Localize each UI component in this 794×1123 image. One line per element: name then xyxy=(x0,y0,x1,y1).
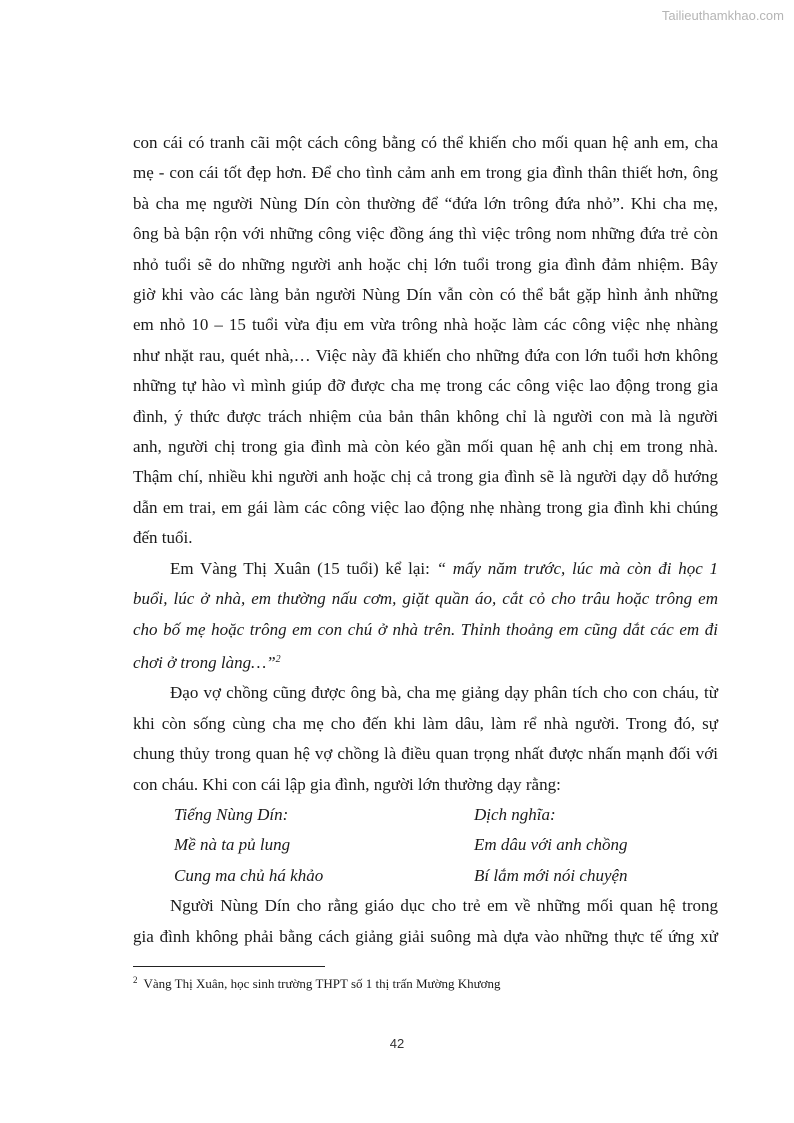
quote-line: cho bố mẹ hoặc trông em con chú ở nhà trên. Thỉnh thoảng em cũng dắt các em đi xyxy=(133,619,718,639)
text-line: con cái có tranh cãi một cách công bằng có thể khiến cho mối quan hệ anh em, cha xyxy=(133,133,718,152)
text-line: đến tuổi. xyxy=(133,528,193,548)
text-line: khi còn sống cùng cha mẹ cho đến khi làm dâu, làm rể nhà người. Trong đó, sự xyxy=(133,713,718,733)
footnote xyxy=(133,975,501,992)
quote-line xyxy=(133,645,718,678)
footnote-reference[interactable]: 2 xyxy=(275,653,281,665)
poem-row xyxy=(133,861,718,891)
poem-table xyxy=(133,800,718,891)
footnote-divider xyxy=(133,966,325,967)
paragraph-1 xyxy=(133,128,718,554)
poem-row xyxy=(133,830,718,860)
document-body xyxy=(133,128,718,952)
text-line: đình, ý thức được trách nhiệm của bản thân không chỉ là người con mà là người xyxy=(133,406,718,426)
text-line: em nhỏ 10 – 15 tuổi vừa địu em vừa trông nhà hoặc làm các công việc nhẹ nhàng xyxy=(133,315,718,335)
paragraph-2-quote xyxy=(133,554,718,679)
text-line: mẹ - con cái tốt đẹp hơn. Để cho tình cảm anh em trong gia đình thân thiết hơn, ông xyxy=(133,163,718,183)
text-line: chung thủy trong quan hệ vợ chồng là điều quan trọng nhất được nhấn mạnh đối với xyxy=(133,744,718,764)
text-line: Người Nùng Dín cho rằng giáo dục cho trẻ em về những mối quan hệ trong xyxy=(170,896,718,916)
poem-original: Mề nà ta pủ lung xyxy=(174,835,291,855)
text-line: anh, người chị trong gia đình mà còn kéo gần mối quan hệ anh chị em trong nhà. xyxy=(133,437,718,457)
poem-original: Tiếng Nùng Dín: xyxy=(174,804,289,824)
text-line xyxy=(133,554,718,584)
text-line: Thậm chí, nhiều khi người anh hoặc chị cả trong gia đình sẽ là người dạy dỗ hướng xyxy=(133,467,718,487)
poem-translation: Bí lắm mới nói chuyện xyxy=(474,865,628,885)
footnote-number: 2 xyxy=(133,975,138,985)
text-line: nhỏ tuổi sẽ do những người anh hoặc chị lớn tuổi trong gia đình đảm nhiệm. Bây xyxy=(133,254,718,274)
quote-text: “ mấy năm trước, lúc mà còn đi học 1 xyxy=(436,558,718,578)
page-number: 42 xyxy=(389,1036,405,1051)
footnote-text: Vàng Thị Xuân, học sinh trường THPT số 1 thị trấn Mường Khương xyxy=(143,976,501,991)
quote-lead: Em Vàng Thị Xuân (15 tuổi) kể lại: xyxy=(170,558,437,578)
poem-row xyxy=(133,800,718,830)
text-line: giờ khi vào các làng bản người Nùng Dín vẫn còn có thể bắt gặp hình ảnh những xyxy=(133,285,718,305)
text-line: con cháu. Khi con cái lập gia đình, người lớn thường dạy rằng: xyxy=(133,774,561,794)
poem-translation: Em dâu với anh chồng xyxy=(474,835,628,855)
text-line: Đạo vợ chồng cũng được ông bà, cha mẹ giảng dạy phân tích cho con cháu, từ xyxy=(170,683,718,703)
poem-translation: Dịch nghĩa: xyxy=(474,804,556,824)
quote-end: chơi ở trong làng…” xyxy=(133,652,276,672)
paragraph-3 xyxy=(133,678,718,800)
text-line: bà cha mẹ người Nùng Dín còn thường để “đứa lớn trông đứa nhỏ”. Khi cha mẹ, xyxy=(133,193,718,213)
text-line: gia đình không phải bằng cách giảng giải suông mà dựa vào những thực tế ứng xử xyxy=(133,926,718,946)
watermark: Tailieuthamkhao.com xyxy=(661,8,784,23)
text-line: ông bà bận rộn với những công việc đồng áng thì việc trông nom những đứa trẻ còn xyxy=(133,224,718,244)
paragraph-4 xyxy=(133,891,718,952)
text-line: những tự hào vì mình giúp đỡ được cha mẹ trong các công việc lao động trong gia xyxy=(133,376,718,396)
quote-line: buổi, lúc ở nhà, em thường nấu cơm, giặt quần áo, cắt cỏ cho trâu hoặc trông em xyxy=(133,589,718,609)
text-line: như nhặt rau, quét nhà,… Việc này đã khiến cho những đứa con lớn tuổi hơn không xyxy=(133,345,718,365)
poem-original: Cung ma chủ há khảo xyxy=(174,865,324,885)
text-line: dẫn em trai, em gái làm các công việc lao động nhẹ nhàng trong gia đình khi chúng xyxy=(133,497,718,517)
